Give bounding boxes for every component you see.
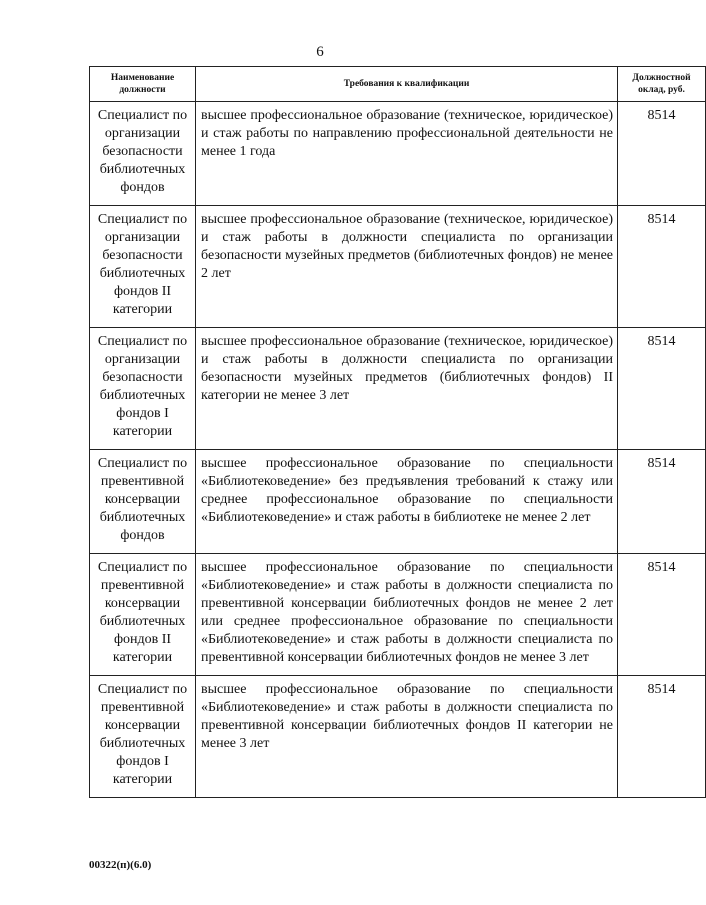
salary-cell: 8514 <box>618 450 706 554</box>
position-cell: Специалист по организации безопасности библиотечных фондов I категории <box>90 328 196 450</box>
salary-cell: 8514 <box>618 676 706 798</box>
header-requirements: Требования к квалификации <box>196 67 618 102</box>
salary-cell: 8514 <box>618 554 706 676</box>
header-salary: Должностной оклад, руб. <box>618 67 706 102</box>
requirements-cell: высшее профессиональное образование по специальности «Библиотековедение» без предъявления требований к стажу или среднее профессиональное образование по специальности «Библиотековедение» и стаж работы в библиотеке не менее 2 лет <box>196 450 618 554</box>
salary-cell: 8514 <box>618 206 706 328</box>
table-row <box>90 450 706 554</box>
salary-cell: 8514 <box>618 328 706 450</box>
table-row <box>90 554 706 676</box>
salary-cell: 8514 <box>618 102 706 206</box>
position-cell: Специалист по превентивной консервации библиотечных фондов <box>90 450 196 554</box>
table-row <box>90 676 706 798</box>
requirements-cell: высшее профессиональное образование по специальности «Библиотековедение» и стаж работы в должности специалиста по превентивной консервации библиотечных фондов не менее 2 лет или среднее профессиональное образование по специальности «Библиотековедение» и стаж работы в должности специалиста по превентивной консервации библиотечных фондов не менее 3 лет <box>196 554 618 676</box>
requirements-cell: высшее профессиональное образование (техническое, юридическое) и стаж работы в должности специалиста по организации безопасности музейных предметов (библиотечных фондов) II категории не менее 3 лет <box>196 328 618 450</box>
table-row <box>90 206 706 328</box>
requirements-cell: высшее профессиональное образование (техническое, юридическое) и стаж работы в должности специалиста по организации безопасности музейных предметов (библиотечных фондов) не менее 2 лет <box>196 206 618 328</box>
table-row <box>90 102 706 206</box>
qualification-table <box>89 66 706 798</box>
position-cell: Специалист по организации безопасности библиотечных фондов <box>90 102 196 206</box>
page-number: 6 <box>316 44 324 60</box>
position-cell: Специалист по организации безопасности библиотечных фондов II категории <box>90 206 196 328</box>
requirements-cell: высшее профессиональное образование (техническое, юридическое) и стаж работы по направлению профессиональной деятельности не менее 1 года <box>196 102 618 206</box>
table-header-row <box>90 67 706 102</box>
table-row <box>90 328 706 450</box>
position-cell: Специалист по превентивной консервации библиотечных фондов I категории <box>90 676 196 798</box>
position-cell: Специалист по превентивной консервации библиотечных фондов II категории <box>90 554 196 676</box>
document-code: 00322(п)(6.0) <box>89 859 152 871</box>
header-position: Наименование должности <box>90 67 196 102</box>
requirements-cell: высшее профессиональное образование по специальности «Библиотековедение» и стаж работы в должности специалиста по превентивной консервации библиотечных фондов II категории не менее 3 лет <box>196 676 618 798</box>
